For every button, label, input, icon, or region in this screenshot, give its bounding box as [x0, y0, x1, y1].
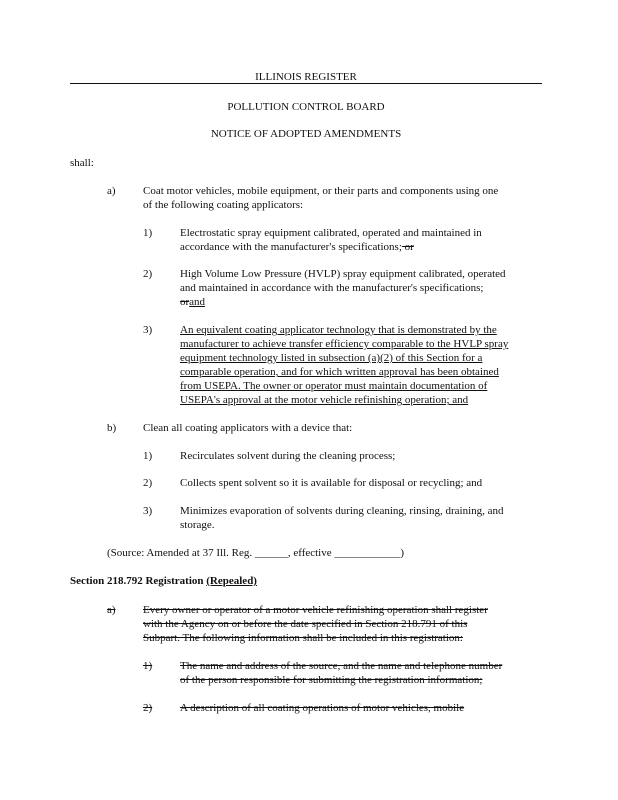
item-a3-line: An equivalent coating applicator technology that is demonstrated by the: [180, 324, 497, 336]
item-b-text: Clean all coating applicators with a device that:: [143, 422, 353, 434]
section-a1-line: The name and address of the source, and the name and telephone number: [180, 660, 503, 672]
item-a-line: Coat motor vehicles, mobile equipment, or their parts and components using one: [143, 185, 499, 197]
section-a-line: with the Agency on or before the date specified in Section 218.791 of this: [143, 618, 468, 630]
item-b3-text: [180, 504, 504, 532]
item-a2-label: 2): [143, 268, 153, 280]
item-b2-text: Collects spent solvent so it is available for disposal or recycling; and: [180, 477, 483, 489]
item-a2-line: and maintained in accordance with the manufacturer's specifications;: [180, 282, 484, 294]
item-a1-text: [180, 226, 482, 254]
item-a1-line: accordance with the manufacturer's specifications; or: [180, 241, 414, 253]
item-b2-label: 2): [143, 477, 153, 489]
item-a1-label: 1): [143, 227, 153, 239]
section-a1-line: of the person responsible for submitting the registration information;: [180, 674, 483, 686]
header-rule: [70, 83, 542, 84]
item-a3-line: manufacturer to achieve transfer efficiency comparable to the HVLP spray: [180, 338, 509, 350]
intro-text: shall:: [70, 157, 94, 169]
board-title: POLLUTION CONTROL BOARD: [227, 101, 385, 113]
section-a-text: [143, 603, 488, 645]
section-a-line: Subpart. The following information shall be included in this registration:: [143, 632, 463, 644]
item-a2-text: [180, 267, 506, 309]
item-a-label: a): [107, 185, 116, 197]
section-a-line: Every owner or operator of a motor vehicle refinishing operation shall register: [143, 604, 488, 616]
item-a3-line: comparable operation, and for which written approval has been obtained: [180, 366, 499, 378]
item-b3-line: storage.: [180, 519, 215, 531]
item-a3-line: equipment technology listed in subsection (a)(2) of this Section for a: [180, 352, 483, 364]
item-a2-line: [180, 295, 506, 309]
item-a-text: [143, 184, 498, 212]
section-a2-label: 2): [143, 702, 153, 714]
item-a3-line: USEPA's approval at the motor vehicle refinishing operation; and: [180, 394, 469, 406]
item-b1-text: Recirculates solvent during the cleaning process;: [180, 450, 396, 462]
notice-title: NOTICE OF ADOPTED AMENDMENTS: [210, 128, 402, 140]
item-a3-text: [180, 323, 508, 407]
item-b1-label: 1): [143, 450, 153, 462]
source-note: (Source: Amended at 37 Ill. Reg. ______, effective ____________): [107, 547, 405, 559]
item-a2-line: High Volume Low Pressure (HVLP) spray equipment calibrated, operated: [180, 268, 506, 280]
struck-text: or: [401, 241, 414, 253]
inserted-text: and: [189, 296, 206, 308]
struck-text: or: [180, 296, 190, 308]
item-a-line: of the following coating applicators:: [143, 199, 304, 211]
register-title: ILLINOIS REGISTER: [255, 71, 357, 83]
item-a3-label: 3): [143, 324, 153, 336]
section-a1-text: [180, 659, 502, 687]
item-b3-label: 3): [143, 505, 153, 517]
section-a1-label: 1): [143, 660, 153, 672]
section-heading: Section 218.792 Registration (Repealed): [70, 575, 257, 587]
item-a1-line: Electrostatic spray equipment calibrated, operated and maintained in: [180, 227, 482, 239]
section-a-label: a): [107, 604, 116, 616]
item-b3-line: Minimizes evaporation of solvents during cleaning, rinsing, draining, and: [180, 505, 504, 517]
section-a2-text: A description of all coating operations of motor vehicles, mobile: [180, 702, 465, 714]
item-a3-line: from USEPA. The owner or operator must maintain documentation of: [180, 380, 488, 392]
item-b-label: b): [107, 422, 117, 434]
repealed-tag: (Repealed): [206, 575, 257, 587]
